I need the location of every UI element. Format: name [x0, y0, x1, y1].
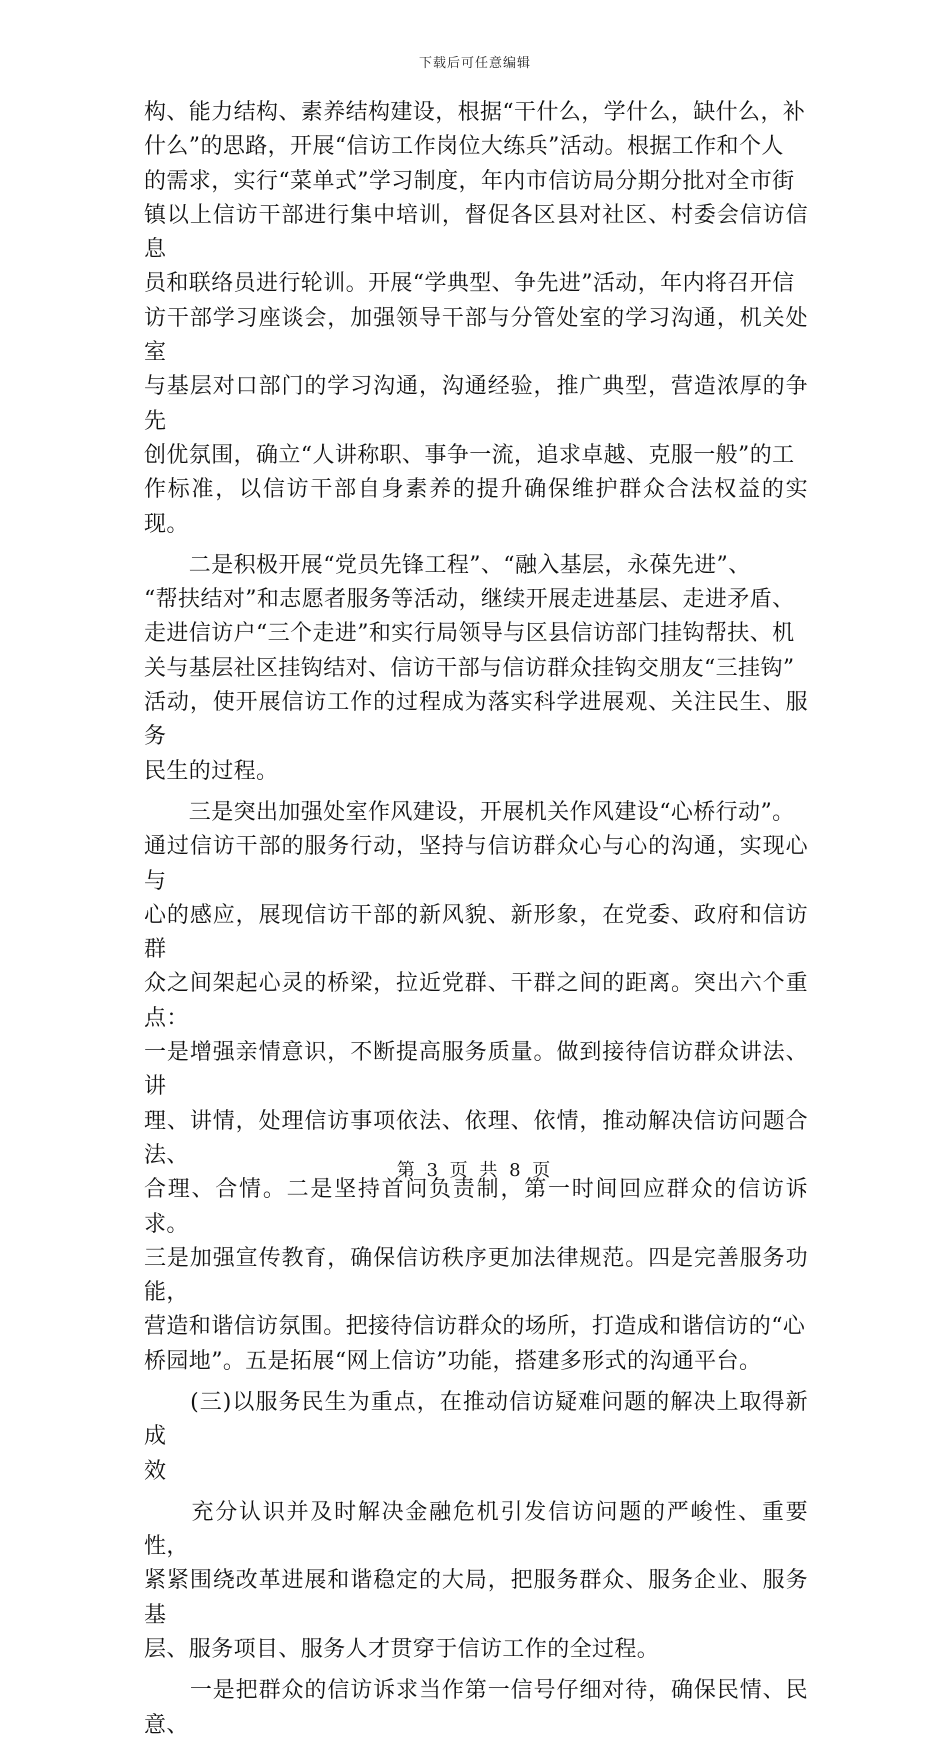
paragraph	[144, 1386, 808, 1489]
text-line: 与基层对口部门的学习沟通，沟通经验，推广典型，营造浓厚的争先	[144, 374, 808, 434]
text-line: 营造和谐信访氛围。把接待信访群众的场所，打造成和谐信访的“心	[144, 1314, 806, 1340]
text-line: 一是增强亲情意识，不断提高服务质量。做到接待信访群众讲法、讲	[144, 1040, 808, 1100]
page-number-footer: 第 3 页 共 8 页	[396, 1160, 554, 1181]
page-header-note: 下载后可任意编辑	[418, 56, 531, 71]
text-line: “帮扶结对”和志愿者服务等活动，继续开展走进基层、走进矛盾、	[144, 587, 795, 613]
text-line: 走进信访户“三个走进”和实行局领导与区县信访部门挂钩帮扶、机	[144, 621, 795, 647]
paragraph	[144, 796, 808, 1379]
text-line: 活动，使开展信访工作的过程成为落实科学进展观、关注民生、服务	[144, 690, 808, 750]
text-line: 关与基层社区挂钩结对、信访干部与信访群众挂钩交朋友“三挂钩”	[144, 655, 795, 681]
paragraph	[144, 549, 808, 789]
text-line: 充分认识并及时解决金融危机引发信访问题的严峻性、重要性，	[144, 1499, 808, 1560]
text-line: 访干部学习座谈会，加强领导干部与分管处室的学习沟通，机关处室	[144, 305, 808, 366]
text-line: 理、讲情，处理信访事项依法、依理、依情，推动解决信访问题合法、	[144, 1108, 808, 1168]
text-line: 桥园地”。五是拓展“网上信访”功能，搭建多形式的沟通平台。	[144, 1348, 762, 1374]
text-line: 的需求，实行“菜单式”学习制度，年内市信访局分期分批对全市街	[144, 168, 795, 194]
paragraph	[144, 1674, 808, 1743]
text-line: 心的感应，展现信访干部的新风貌、新形象，在党委、政府和信访群	[144, 902, 808, 963]
text-line: 效	[144, 1458, 167, 1484]
text-line: 创优氛围，确立“人讲称职、事争一流，追求卓越、克服一般”的工	[144, 442, 795, 468]
text-line: (三)以服务民生为重点，在推动信访疑难问题的解决上取得新成	[144, 1389, 808, 1450]
document-body	[144, 96, 808, 1743]
text-line: 构、能力结构、素养结构建设，根据“干什么，学什么，缺什么，补	[144, 100, 806, 125]
text-line: 什么”的思路，开展“信访工作岗位大练兵”活动。根据工作和个人	[144, 134, 784, 160]
text-line: 作标准，以信访干部自身素养的提升确保维护群众合法权益的实现。	[144, 477, 808, 537]
text-line: 镇以上信访干部进行集中培训，督促各区县对社区、村委会信访信息	[144, 202, 808, 263]
text-line: 一是把群众的信访诉求当作第一信号仔细对待，确保民情、民意、	[144, 1678, 808, 1738]
text-line: 三是加强宣传教育，确保信访秩序更加法律规范。四是完善服务功能，	[144, 1245, 808, 1306]
paragraph	[144, 96, 808, 542]
text-line: 层、服务项目、服务人才贯穿于信访工作的全过程。	[144, 1637, 660, 1663]
text-line: 二是积极开展“党员先锋工程”、“融入基层，永葆先进”、	[144, 552, 751, 578]
text-line: 紧紧围绕改革进展和谐稳定的大局，把服务群众、服务企业、服务基	[144, 1568, 808, 1628]
text-line: 众之间架起心灵的桥梁，拉近党群、干群之间的距离。突出六个重点：	[144, 971, 808, 1031]
text-line: 通过信访干部的服务行动，坚持与信访群众心与心的沟通，实现心与	[144, 834, 808, 894]
text-line: 合理、合情。二是坚持首问负责制，第一时间回应群众的信访诉求。	[144, 1177, 808, 1237]
text-line: 员和联络员进行轮训。开展“学典型、争先进”活动，年内将召开信	[144, 271, 795, 297]
paragraph	[144, 1496, 808, 1667]
text-line: 民生的过程。	[144, 758, 279, 784]
text-line: 三是突出加强处室作风建设，开展机关作风建设“心桥行动”。	[144, 799, 795, 825]
